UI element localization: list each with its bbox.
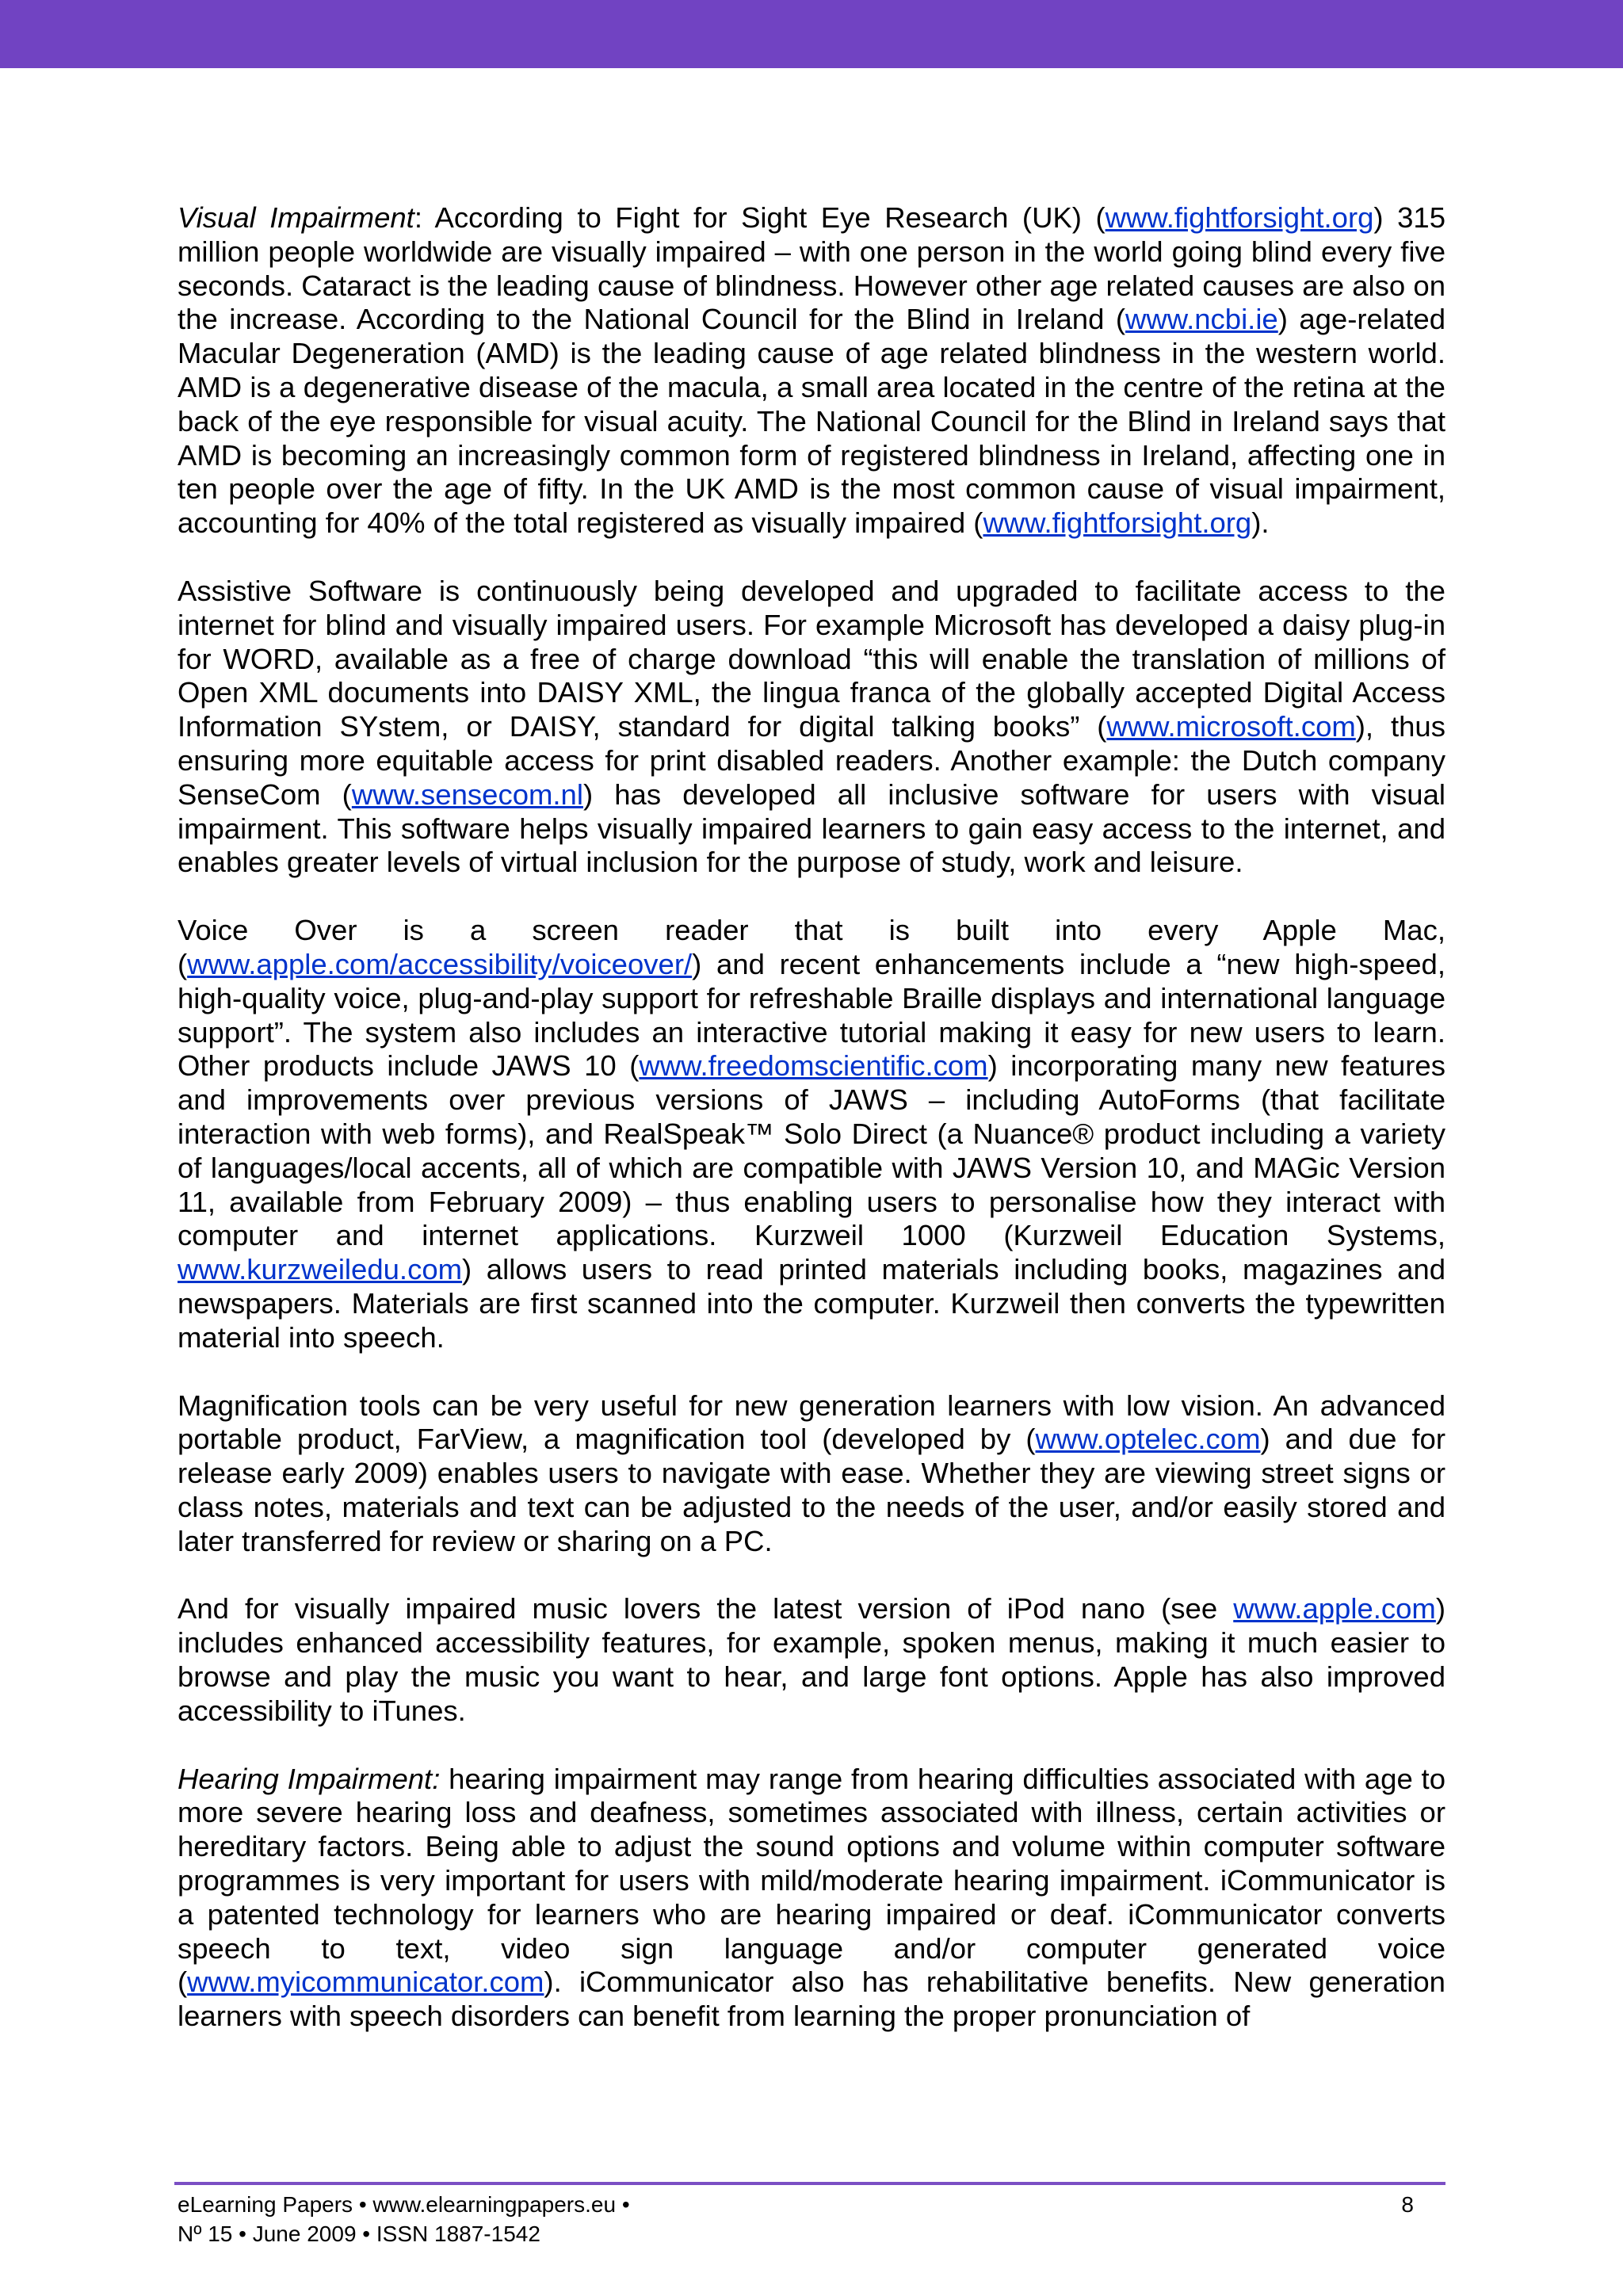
hyperlink[interactable]: www.kurzweiledu.com <box>178 1253 463 1286</box>
text-run: : According to Fight for Sight Eye Research (UK) ( <box>414 201 1106 234</box>
page-number: 8 <box>1401 2192 1414 2217</box>
paragraph-visual-impairment <box>178 201 1445 541</box>
text-run: ) incorporating many new features and improvements over previous versions of JAWS – including AutoForms (that facilitate interaction with web forms), and RealSpeak™ Solo Direct (a Nuance® product including a variety of languages/local accents, all of which are compatible with JAWS Version 10, and MAGic Version 11, available from February 2009) – thus enabling users to personalise how they interact with computer and internet applications. Kurzweil 1000 (Kurzweil Education Systems, <box>178 1049 1445 1252</box>
section-heading-italic: Visual Impairment <box>178 201 414 234</box>
text-run: hearing impairment may range from hearing difficulties associated with age to more severe hearing loss and deafness, sometimes associated with illness, certain activities or hereditary factors. Being able to adjust the sound options and volume within computer software programmes is very important for users with mild/moderate hearing impairment. iCommunicator is a patented technology for learners who are hearing impaired or deaf. iCommunicator converts speech to text, video sign language and/or computer generated voice ( <box>178 1762 1445 1999</box>
footer-divider <box>174 2182 1445 2185</box>
text-run: ) and due for release early 2009) enables users to navigate with ease. Whether they are viewing street signs or class notes, materials and text can be adjusted to the needs of the user, and/or easily stored and later transferred for review or sharing on a PC. <box>178 1423 1445 1557</box>
paragraph-magnification-tools <box>178 1389 1445 1559</box>
hyperlink[interactable]: www.optelec.com <box>1035 1423 1261 1456</box>
text-run: ), thus ensuring more equitable access for print disabled readers. Another example: the Dutch company SenseCom ( <box>178 710 1445 811</box>
hyperlink[interactable]: www.fightforsight.org <box>983 506 1252 540</box>
header-band <box>0 0 1623 68</box>
hyperlink[interactable]: www.apple.com/accessibility/voiceover/ <box>187 947 693 980</box>
text-run: ) 315 million people worldwide are visually impaired – with one person in the world going blind every five seconds. Cataract is the leading cause of blindness. However other age related causes are also on the increase. According to the National Council for the Blind in Ireland ( <box>178 201 1445 336</box>
footer-issue-line: Nº 15 • June 2009 • ISSN 1887-1542 <box>178 2222 540 2246</box>
hyperlink[interactable]: www.fightforsight.org <box>1105 201 1374 234</box>
text-run: ) allows users to read printed materials including books, magazines and newspapers. Materials are first scanned into the computer. Kurzweil then converts the typewritten material into speech. <box>178 1253 1445 1354</box>
paragraph-assistive-software <box>178 575 1445 880</box>
text-run: ). <box>1251 506 1270 540</box>
hyperlink[interactable]: www.microsoft.com <box>1106 710 1356 743</box>
text-run: Assistive Software is continuously being developed and upgraded to facilitate access to the internet for blind and visually impaired users. For example Microsoft has developed a daisy plug-in for WORD, available as a free of charge download “this will enable the translation of millions of Open XML documents into DAISY XML, the lingua franca of the globally accepted Digital Access Information SYstem, or DAISY, standard for digital talking books” ( <box>178 574 1445 743</box>
text-run: ) and recent enhancements include a “new high-speed, high-quality voice, plug-and-play support for refreshable Braille displays and international language support”. The system also includes an interactive tutorial making it easy for new users to learn. Other products include JAWS 10 ( <box>178 947 1445 1083</box>
hyperlink[interactable]: www.sensecom.nl <box>351 777 583 811</box>
text-run: ) age-related Macular Degeneration (AMD) is the leading cause of age related blindness in the western world. AMD is a degenerative disease of the macula, a small area located in the centre of the retina at the back of the eye responsible for visual acuity. The National Council for the Blind in Ireland says that AMD is becoming an increasingly common form of registered blindness in Ireland, affecting one in ten people over the age of fifty. In the UK AMD is the most common cause of visual impairment, accounting for 40% of the total registered as visually impaired ( <box>178 303 1445 540</box>
text-run: And for visually impaired music lovers the latest version of iPod nano (see <box>178 1592 1234 1626</box>
footer-publication-line: eLearning Papers • www.elearningpapers.eu • <box>178 2192 630 2217</box>
text-run: ) has developed all inclusive software for users with visual impairment. This software helps visually impaired learners to gain easy access to the internet, and enables greater levels of virtual inclusion for the purpose of study, work and leisure. <box>178 777 1445 879</box>
text-run: Magnification tools can be very useful for new generation learners with low vision. An advanced portable product, FarView, a magnification tool (developed by ( <box>178 1389 1445 1456</box>
hyperlink[interactable]: www.ncbi.ie <box>1125 303 1278 336</box>
hyperlink[interactable]: www.myicommunicator.com <box>187 1966 544 1999</box>
text-run: Voice Over is a screen reader that is built into every Apple Mac, ( <box>178 914 1445 980</box>
hyperlink[interactable]: www.apple.com <box>1233 1592 1436 1626</box>
section-heading-italic: Hearing Impairment: <box>178 1762 441 1795</box>
paragraph-ipod-nano <box>178 1592 1445 1728</box>
article-body <box>178 201 1445 2068</box>
paragraph-hearing-impairment <box>178 1763 1445 2034</box>
paragraph-voice-over <box>178 914 1445 1354</box>
hyperlink[interactable]: www.freedomscientific.com <box>639 1049 988 1083</box>
text-run: ) includes enhanced accessibility features, for example, spoken menus, making it much easier to browse and play the music you want to hear, and large font options. Apple has also improved accessibility to iTunes. <box>178 1592 1445 1727</box>
page-footer <box>178 2190 1445 2248</box>
text-run: ). iCommunicator also has rehabilitative benefits. New generation learners with speech disorders can benefit from learning the proper pronunciation of <box>178 1966 1445 2033</box>
